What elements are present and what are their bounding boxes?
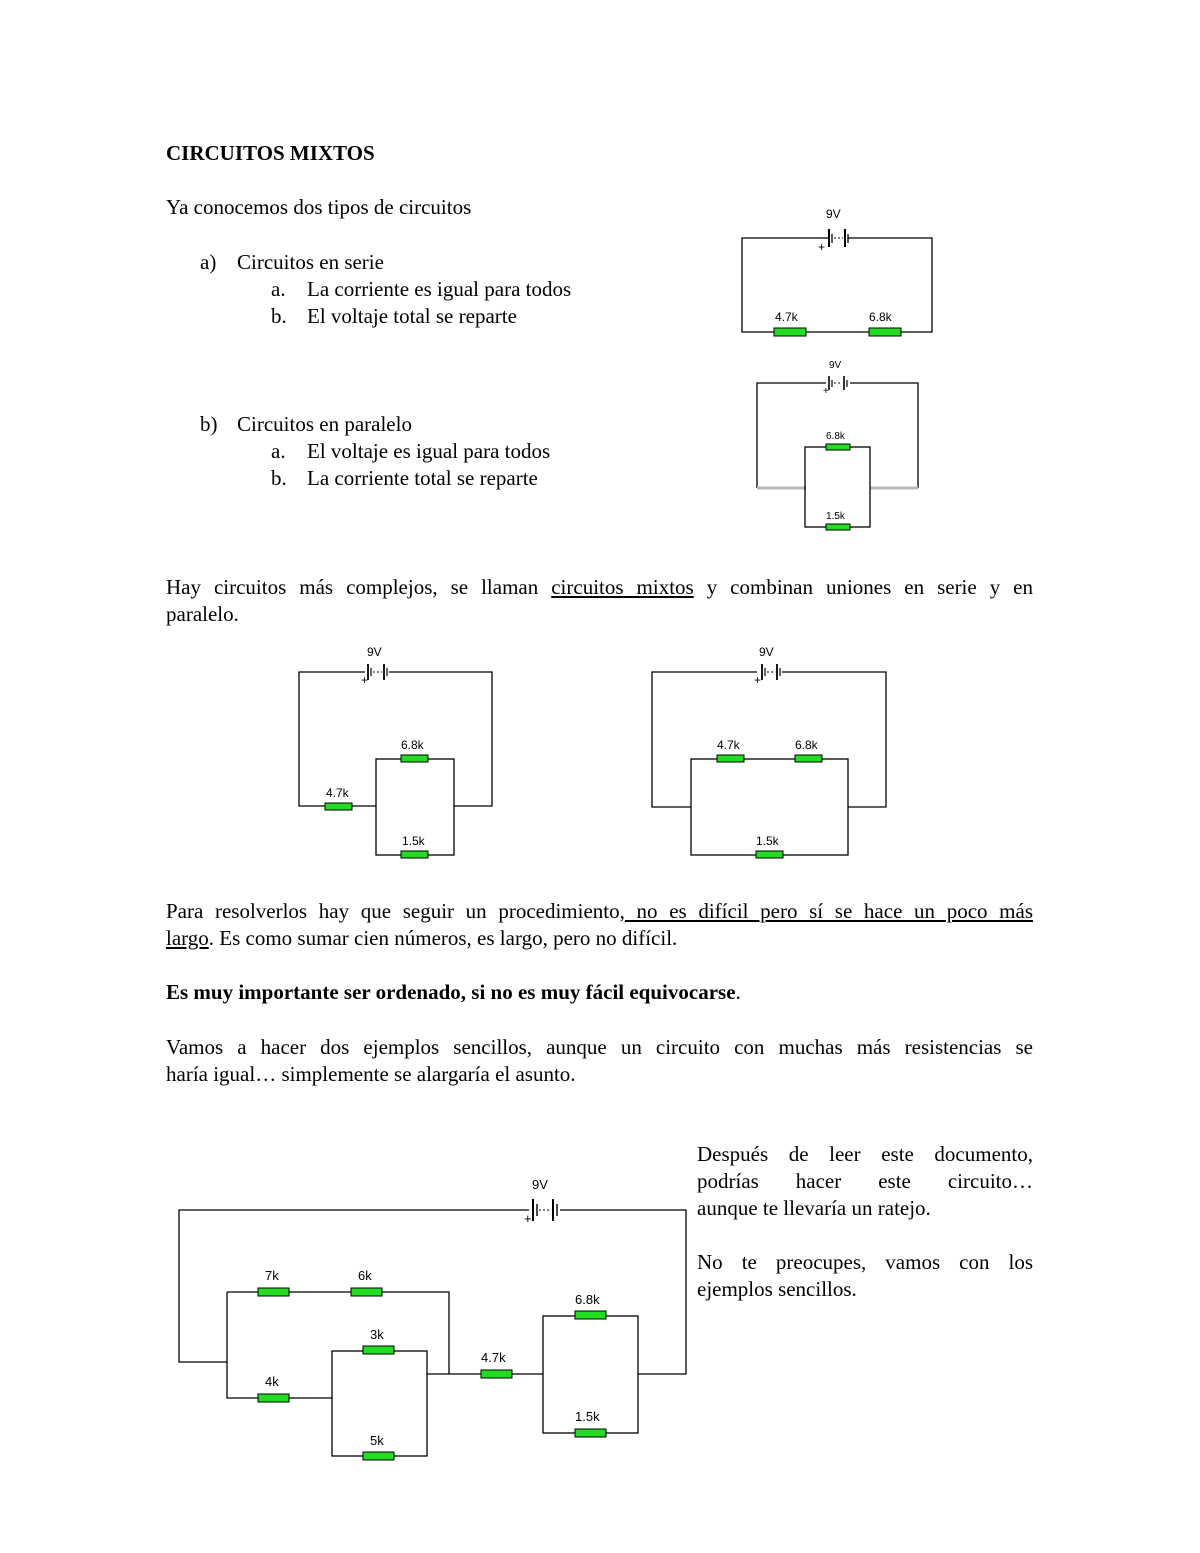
resistor <box>401 755 428 762</box>
parallel-circuit <box>757 360 918 530</box>
resistor <box>575 1311 606 1319</box>
list-item-parallel: Circuitos en paralelo <box>237 412 412 436</box>
page-title: CIRCUITOS MIXTOS <box>166 141 375 165</box>
paragraph-examples: Vamos a hacer dos ejemplos sencillos, aunque un circuito con muchas más resistencias se <box>166 1035 1033 1059</box>
resistor-label: 1.5k <box>756 834 779 848</box>
resistor <box>756 851 783 858</box>
resistor <box>575 1429 606 1437</box>
resistor <box>401 851 428 858</box>
battery-plus: + <box>361 673 369 687</box>
battery-icon <box>368 664 387 680</box>
sublist-marker: b. <box>271 304 287 328</box>
resistor-label: 1.5k <box>402 834 425 848</box>
sublist-marker: a. <box>271 439 286 463</box>
battery-label: 9V <box>532 1177 548 1192</box>
emphasis-text: Es muy importante ser ordenado, si no es muy fácil equivocarse. <box>166 980 741 1004</box>
battery-plus: + <box>524 1211 532 1226</box>
battery-plus: + <box>818 240 826 254</box>
battery-icon <box>762 664 780 680</box>
resistor <box>869 328 901 336</box>
paragraph-line: largo. Es como sumar cien números, es largo, pero no difícil. <box>166 926 678 950</box>
battery-label: 9V <box>829 360 842 371</box>
resistor <box>826 444 850 450</box>
battery-plus: + <box>823 386 829 397</box>
sublist-marker: a. <box>271 277 286 301</box>
sublist-item: La corriente total se reparte <box>307 466 538 490</box>
resistor-label: 1.5k <box>826 511 845 522</box>
resistor-label: 6.8k <box>826 431 845 442</box>
battery-label: 9V <box>826 207 841 221</box>
resistor-label: 4.7k <box>481 1350 506 1365</box>
mixed-circuit-2 <box>652 645 886 858</box>
resistor <box>351 1288 382 1296</box>
sublist-item: El voltaje es igual para todos <box>307 439 551 463</box>
battery-plus: + <box>754 673 762 687</box>
battery-label: 9V <box>367 645 382 659</box>
resistor-label: 1.5k <box>575 1409 600 1424</box>
side-note-line: No te preocupes, vamos con los <box>697 1250 1033 1274</box>
resistor-label: 4k <box>265 1374 279 1389</box>
resistor-label: 4.7k <box>326 786 349 800</box>
resistor-label: 7k <box>265 1268 279 1283</box>
list-marker-b: b) <box>200 412 218 436</box>
paragraph-mixed-intro: Hay circuitos más complejos, se llaman circuitos mixtos y combinan uniones en serie y en <box>166 575 1033 599</box>
paragraph-line: haría igual… simplemente se alargaría el asunto. <box>166 1062 576 1086</box>
paragraph-procedure: Para resolverlos hay que seguir un procedimiento, no es difícil pero sí se hace un poco más <box>166 899 1033 923</box>
resistor <box>325 803 352 810</box>
list-marker-a: a) <box>200 250 217 274</box>
resistor <box>363 1346 394 1354</box>
list-item-series: Circuitos en serie <box>237 250 384 274</box>
circuitos-mixtos-term: circuitos mixtos <box>551 575 694 599</box>
resistor <box>258 1394 289 1402</box>
sublist-item: La corriente es igual para todos <box>307 277 572 301</box>
resistor-label: 3k <box>370 1327 384 1342</box>
resistor-label: 4.7k <box>775 310 798 324</box>
resistor <box>363 1452 394 1460</box>
battery-label: 9V <box>759 645 774 659</box>
complex-circuit <box>179 1177 686 1460</box>
sublist-marker: b. <box>271 466 287 490</box>
side-note-line: aunque te llevaría un ratejo. <box>697 1196 931 1220</box>
resistor-label: 4.7k <box>717 738 740 752</box>
side-note-line: ejemplos sencillos. <box>697 1277 857 1301</box>
resistor <box>258 1288 289 1296</box>
battery-icon <box>822 229 851 247</box>
resistor <box>717 755 744 762</box>
resistor-label: 6.8k <box>795 738 818 752</box>
resistor-label: 6.8k <box>869 310 892 324</box>
resistor <box>826 524 850 530</box>
mixed-circuit-1 <box>299 645 492 858</box>
side-note-line: podrías hacer este circuito… <box>697 1169 1033 1193</box>
side-note-line: Después de leer este documento, <box>697 1142 1033 1166</box>
resistor <box>795 755 822 762</box>
series-circuit <box>742 207 932 336</box>
resistor-label: 5k <box>370 1433 384 1448</box>
resistor-label: 6.8k <box>575 1292 600 1307</box>
paragraph-line: paralelo. <box>166 602 239 626</box>
resistor <box>481 1370 512 1378</box>
resistor-label: 6k <box>358 1268 372 1283</box>
resistor <box>774 328 806 336</box>
battery-icon <box>533 1199 557 1221</box>
intro-text: Ya conocemos dos tipos de circuitos <box>166 195 472 219</box>
resistor-label: 6.8k <box>401 738 424 752</box>
battery-icon <box>829 376 847 390</box>
sublist-item: El voltaje total se reparte <box>307 304 517 328</box>
